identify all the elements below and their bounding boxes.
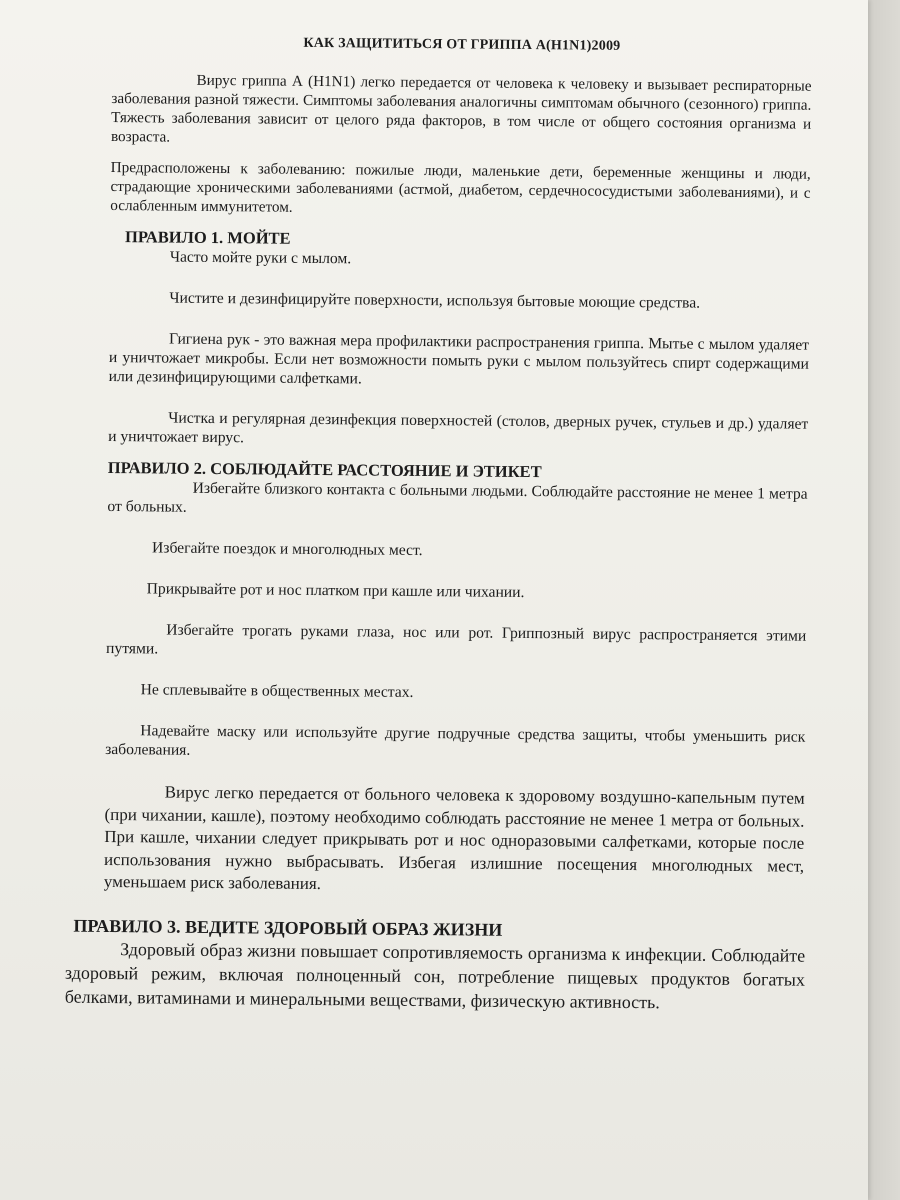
rule-1-paragraph: Чистите и дезинфицируйте поверхности, используя бытовые моющие средства. <box>169 289 701 312</box>
rule-1-heading: ПРАВИЛО 1. МОЙТЕ <box>124 227 291 248</box>
rule-2-paragraph: Вирус легко передается от больного человека к здоровому воздушно-капельным путем (при чихании, кашле), поэтому необходимо соблюдать расстояние не менее 1 метра от больных. При кашле, чихании следует прикрывать рот и нос одноразовыми салфетками, которые после использования нужно выбрасывать. Избегая излишние посещения многолюдных мест, уменьшаем риск заболевания. <box>103 782 805 894</box>
rule-2-paragraph: Избегайте трогать руками глаза, нос или рот. Гриппозный вирус распространяется этими путями. <box>106 621 807 658</box>
document-title: КАК ЗАЩИТИТЬСЯ ОТ ГРИППА А(H1N1)2009 <box>303 35 621 54</box>
rule-1-paragraph: Гигиена рук - это важная мера профилактики распространения гриппа. Мытье с мылом удаляет и уничтожает микробы. Если нет возможности помыть руки с мылом пользуйтесь спирт содержащими или дезинфицирующими салфетками. <box>108 330 810 388</box>
document-content <box>64 34 812 1015</box>
rule-2-paragraph: Надевайте маску или используйте другие подручные средства защиты, чтобы уменьшить риск заболевания. <box>105 722 806 759</box>
rule-1-paragraph: Часто мойте руки с мылом. <box>169 248 352 268</box>
rule-2-heading: ПРАВИЛО 2. СОБЛЮДАЙТЕ РАССТОЯНИЕ И ЭТИКЕТ <box>107 457 542 482</box>
rule-3-heading: ПРАВИЛО 3. ВЕДИТЕ ЗДОРОВЫЙ ОБРАЗ ЖИЗНИ <box>73 915 503 940</box>
rule-2-paragraph: Избегайте поездок и многолюдных мест. <box>151 539 423 560</box>
intro-paragraph: Предрасположены к заболеванию: пожилые люди, маленькие дети, беременные женщины и люди, страдающие хроническими заболеваниями (астмой, диабетом, сердечнососудистыми заболеваниями), и с ослабленным иммунитетом. <box>110 158 811 216</box>
rule-1-paragraph: Чистка и регулярная дезинфекция поверхностей (столов, дверных ручек, стульев и др.) удаляет и уничтожает вирус. <box>108 409 809 447</box>
rule-2-paragraph: Не сплевывайте в общественных местах. <box>140 681 414 701</box>
rule-3-paragraph: Здоровый образ жизни повышает сопротивляемость организма к инфекции. Соблюдайте здоровый режим, включая полноценный сон, потребление пищевых продуктов богатых белками, витаминами и минеральными веществами, физическую активность. <box>64 938 806 1012</box>
intro-paragraph: Вирус гриппа А (H1N1) легко передается от человека к человеку и вызывает респираторные заболевания разной тяжести. Симптомы заболевания аналогичны симптомам обычного (сезонного) гриппа. Тяжесть заболевания зависит от целого ряда факторов, в том числе от общего состояния организма и возраста. <box>110 71 812 146</box>
rule-2-paragraph: Избегайте близкого контакта с больными людьми. Соблюдайте расстояние не менее 1 метра от больных. <box>107 479 808 516</box>
rule-2-paragraph: Прикрывайте рот и нос платком при кашле или чихании. <box>146 580 525 601</box>
